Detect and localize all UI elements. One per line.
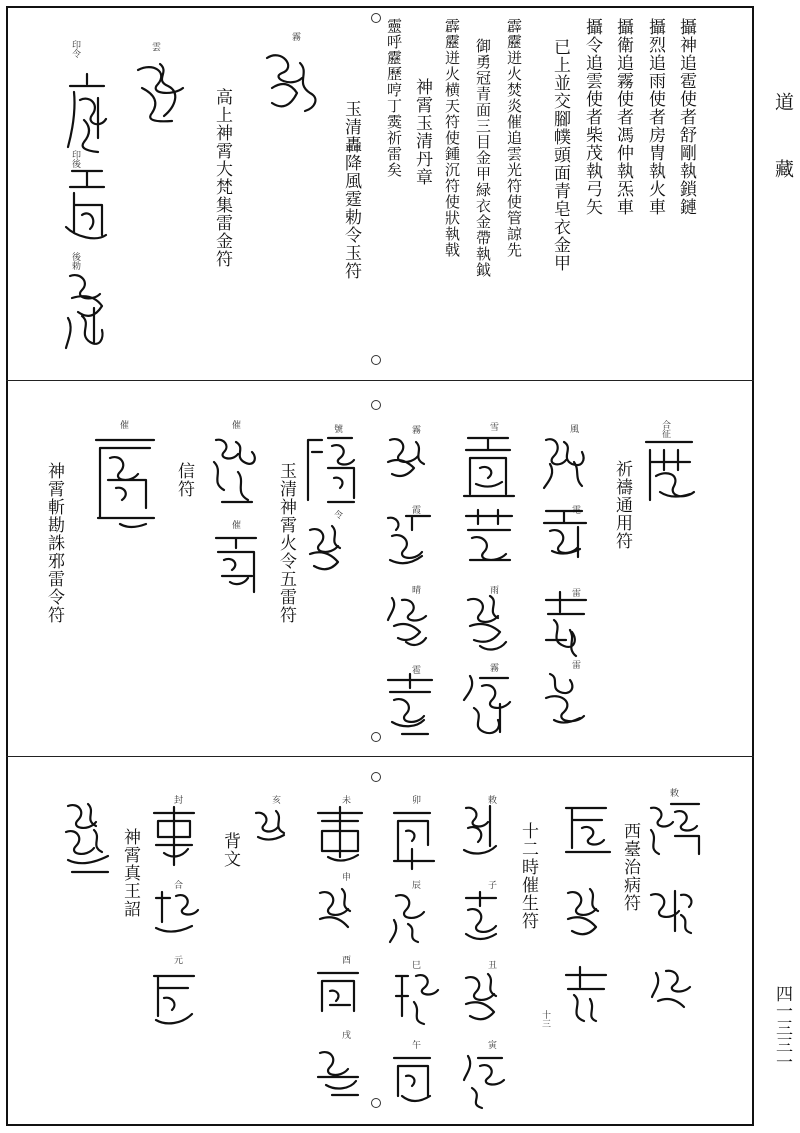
annotation: 丑 xyxy=(486,960,496,969)
annotation: 敕 xyxy=(668,788,678,797)
annotation: 催 xyxy=(230,520,240,529)
talisman-glyph xyxy=(62,268,112,353)
annotation: 午 xyxy=(410,1040,420,1049)
annotation: 雷 xyxy=(570,660,580,669)
binding-hole xyxy=(371,1098,381,1108)
text-column: 已上並交腳幞頭面青皂衣金甲 xyxy=(550,38,570,272)
annotation: 戌 xyxy=(340,1030,350,1039)
talisman-glyph xyxy=(382,510,437,575)
talisman-glyph xyxy=(382,592,437,657)
talisman-glyph xyxy=(262,48,322,118)
text-column: 霹靂迸火横天符使鍾沉符使狀執戟 xyxy=(443,18,461,258)
annotation: 亥 xyxy=(270,795,280,804)
text-column: 攝神追雹使者舒剛執鎖鏈 xyxy=(676,18,696,216)
talisman-glyph xyxy=(540,590,595,660)
text-column: 背文 xyxy=(220,832,240,868)
binding-hole xyxy=(371,400,381,410)
annotation: 辰 xyxy=(410,880,420,889)
annotation: 合 xyxy=(172,880,182,889)
talisman-glyph xyxy=(58,800,118,880)
text-column: 祈禱通用符 xyxy=(612,460,632,550)
binding-hole xyxy=(371,355,381,365)
talisman-glyph xyxy=(460,590,520,660)
annotation: 封 xyxy=(172,795,182,804)
text-column: 十二時催生符 xyxy=(518,822,538,930)
annotation: 印後 xyxy=(70,150,80,168)
talisman-glyph xyxy=(388,805,438,870)
talisman-glyph xyxy=(560,965,615,1025)
talisman-glyph xyxy=(312,805,367,870)
talisman-glyph xyxy=(388,1048,438,1108)
text-column: 高上神霄大梵集雷金符 xyxy=(212,88,232,268)
talisman-glyph xyxy=(62,165,112,250)
annotation: 合征 xyxy=(660,420,670,438)
talisman-glyph xyxy=(458,800,508,865)
annotation: 印令 xyxy=(70,40,80,58)
annotation: 後勅 xyxy=(70,252,80,270)
talisman-glyph xyxy=(62,70,112,155)
text-column: 靈呼靂歷哼丁霙祈雷矣 xyxy=(385,18,403,178)
talisman-glyph xyxy=(382,672,442,742)
talisman-glyph xyxy=(538,505,593,565)
annotation: 風 xyxy=(568,424,578,433)
text-column: 攝衛追霧使者馮仲執炁車 xyxy=(613,18,633,216)
page-number: 四一三三一 xyxy=(772,985,792,1070)
annotation: 雲 xyxy=(150,42,160,51)
text-column: 信符 xyxy=(174,462,194,498)
talisman-glyph xyxy=(312,1045,367,1105)
annotation: 未 xyxy=(340,795,350,804)
talisman-glyph xyxy=(458,970,508,1030)
text-column: 神霄玉清丹章 xyxy=(412,78,432,186)
text-column: 神霄斬勘誅邪雷令符 xyxy=(44,462,64,624)
binding-hole xyxy=(371,772,381,782)
talisman-glyph xyxy=(250,805,295,850)
annotation: 元 xyxy=(172,955,182,964)
text-column: 神霄真王詔 xyxy=(120,828,140,918)
annotation: 雪 xyxy=(488,422,498,431)
annotation: 霧 xyxy=(488,663,498,672)
text-column: 玉清轟降風霆勅令玉符 xyxy=(341,100,361,280)
annotation: 霧 xyxy=(410,425,420,434)
annotation: 令 xyxy=(332,510,342,519)
talisman-glyph xyxy=(148,805,203,870)
talisman-glyph xyxy=(540,432,595,492)
annotation: 霞 xyxy=(410,505,420,514)
text-column: 攝令追雲使者柴茂執弓矢 xyxy=(582,18,602,216)
talisman-glyph xyxy=(458,890,508,950)
annotation: 雹 xyxy=(410,665,420,674)
binding-hole xyxy=(371,732,381,742)
text-column: 御勇冠青面三目金甲緑衣金帶執鉞 xyxy=(474,38,492,278)
binding-hole xyxy=(371,13,381,23)
book-title: 道藏 xyxy=(772,92,794,226)
annotation: 催 xyxy=(230,420,240,429)
talisman-glyph xyxy=(460,670,520,740)
talisman-glyph xyxy=(460,508,520,573)
section-divider xyxy=(6,380,754,381)
talisman-glyph xyxy=(645,800,705,860)
talisman-glyph xyxy=(148,968,203,1033)
annotation: 霧 xyxy=(290,32,300,41)
talisman-glyph xyxy=(388,968,438,1028)
annotation: 申 xyxy=(340,872,350,881)
annotation: 子 xyxy=(486,880,496,889)
talisman-glyph xyxy=(640,432,700,507)
talisman-glyph xyxy=(90,432,160,532)
annotation: 雷 xyxy=(570,588,580,597)
annotation: 電 xyxy=(570,505,580,514)
talisman-glyph xyxy=(460,432,520,502)
talisman-glyph xyxy=(382,432,437,487)
text-column: 西臺治病符 xyxy=(620,822,640,912)
annotation: 敕 xyxy=(486,795,496,804)
text-column: 玉清神霄火令五雷符 xyxy=(276,462,296,624)
annotation: 卯 xyxy=(410,795,420,804)
talisman-glyph xyxy=(302,432,357,512)
talisman-glyph xyxy=(208,432,263,512)
annotation: 晴 xyxy=(410,585,420,594)
talisman-glyph xyxy=(130,58,190,128)
talisman-glyph xyxy=(648,965,703,1020)
talisman-glyph xyxy=(302,522,357,577)
talisman-glyph xyxy=(560,800,615,860)
annotation: 催 xyxy=(118,420,128,429)
text-column: 攝烈追雨使者房冑執火車 xyxy=(645,18,665,216)
text-column: 霹靂迸火焚炎催追雲光符使管諒先 xyxy=(505,18,523,258)
annotation: 號 xyxy=(332,424,342,433)
annotation: 寅 xyxy=(486,1040,496,1049)
annotation: 雨 xyxy=(488,585,498,594)
annotation: 巳 xyxy=(410,960,420,969)
talisman-glyph xyxy=(312,885,367,940)
talisman-glyph xyxy=(645,885,705,940)
talisman-glyph xyxy=(458,1050,508,1110)
talisman-glyph xyxy=(312,965,367,1020)
annotation: 酉 xyxy=(340,955,350,964)
talisman-glyph xyxy=(540,668,595,733)
annotation: 十三 xyxy=(540,1010,550,1028)
page-frame xyxy=(6,6,754,1126)
talisman-glyph xyxy=(148,888,203,943)
talisman-glyph xyxy=(210,530,265,600)
talisman-glyph xyxy=(388,888,438,948)
talisman-glyph xyxy=(560,885,615,945)
section-divider xyxy=(6,756,754,757)
